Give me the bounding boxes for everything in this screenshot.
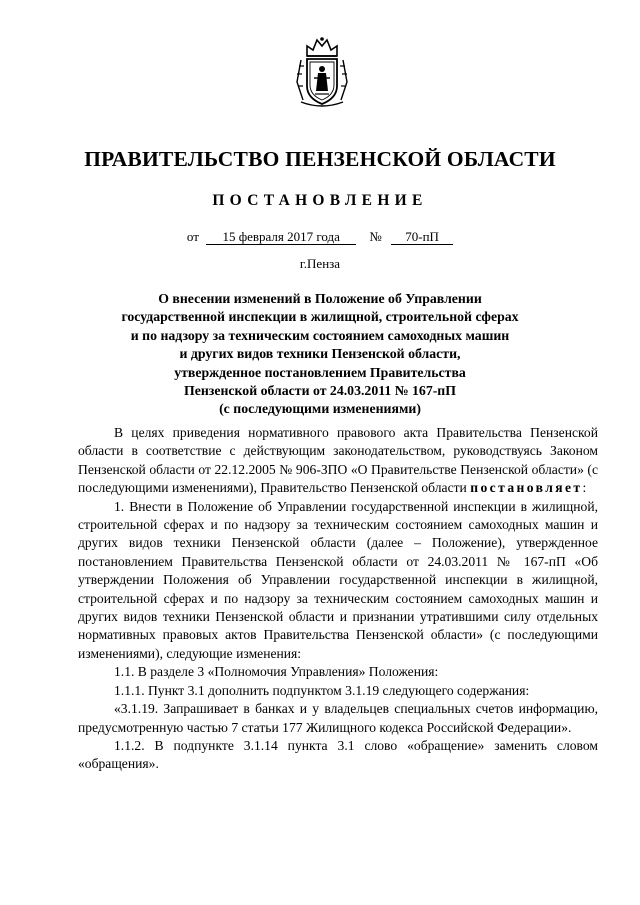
title-line: О внесении изменений в Положение об Управлении	[158, 291, 482, 306]
clause-1: 1. Внести в Положение об Управлении государственной инспекции в жилищной, строительной сферах и по надзору за техническим состоянием самоходных машин и других видов техники Пензенской области (далее – Положение), утвержденное постановлением Правительства Пензенской области от 24.03.2011 № 167-пП «Об утверждении Положения об Управлении государственной инспекции в жилищной, строительной сферах и по надзору за техническим состоянием самоходных машин и других видов техники Пензенской области и признании утратившими силу отдельных нормативных правовых актов Правительства Пензенской области» (с последующими изменениями), следующие изменения:	[78, 498, 598, 661]
title-line: государственной инспекции в жилищной, строительной сферах	[121, 309, 519, 325]
penza-region-coat-of-arms-icon	[293, 36, 351, 108]
title-line: и других видов техники Пензенской области,	[179, 346, 461, 362]
title-line: Пензенской области от 24.03.2011 № 167-пП	[183, 383, 456, 399]
clause-3-1-19: «3.1.19. Запрашивает в банках и у владельцев специальных счетов информацию, предусмотренную частью 7 статьи 177 Жилищного кодекса Российской Федерации».	[78, 701, 598, 735]
decree-colon: :	[582, 480, 587, 496]
document-date: 15 февраля 2017 года	[206, 230, 356, 245]
document-city: г.Пенза	[299, 256, 341, 271]
preamble-paragraph	[78, 424, 598, 498]
clause-1-1-1: 1.1.1. Пункт 3.1 дополнить подпунктом 3.1.19 следующего содержания:	[114, 682, 530, 698]
title-line: утвержденное постановлением Правительства	[174, 364, 466, 380]
preamble-text: В целях приведения нормативного правового акта Правительства Пензенской области в соответствие с действующим законодательством, руководствуясь Законом Пензенской области от 22.12.2005 № 906-ЗПО «О Правительстве Пензенской области» (с последующими изменениями), Правительство Пензенской области	[78, 425, 598, 496]
title-line: и по надзору за техническим состоянием самоходных машин	[130, 327, 510, 343]
document-title	[0, 290, 640, 419]
number-prefix: №	[369, 229, 382, 244]
document-number: 70-пП	[391, 230, 453, 245]
title-line: (с последующими изменениями)	[219, 401, 421, 417]
date-prefix: от	[186, 229, 199, 244]
organization-name: ПРАВИТЕЛЬСТВО ПЕНЗЕНСКОЙ ОБЛАСТИ	[84, 147, 556, 171]
decree-word: постановляет	[470, 480, 583, 496]
date-number-line	[0, 229, 640, 245]
document-type: ПОСТАНОВЛЕНИЕ	[212, 192, 428, 209]
clause-1-1: 1.1. В разделе 3 «Полномочия Управления» Положения:	[114, 664, 439, 680]
document-body	[78, 424, 598, 774]
clause-1-1-2: 1.1.2. В подпункте 3.1.14 пункта 3.1 слово «обращение» заменить словом «обращения».	[78, 737, 598, 772]
